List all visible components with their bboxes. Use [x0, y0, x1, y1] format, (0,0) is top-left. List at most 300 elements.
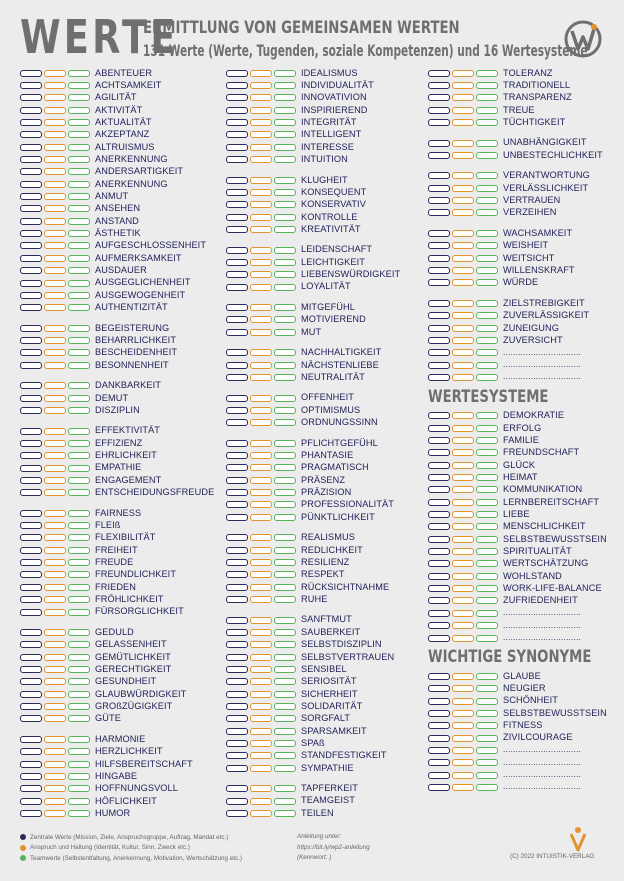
- core-value-checkbox[interactable]: [428, 499, 450, 506]
- team-value-checkbox[interactable]: [274, 284, 296, 291]
- attitude-value-checkbox[interactable]: [250, 82, 272, 89]
- core-value-checkbox[interactable]: [20, 571, 42, 578]
- attitude-value-checkbox[interactable]: [250, 316, 272, 323]
- team-value-checkbox[interactable]: [274, 752, 296, 759]
- team-value-checkbox[interactable]: [68, 641, 90, 648]
- core-value-checkbox[interactable]: [428, 362, 450, 369]
- attitude-value-checkbox[interactable]: [250, 144, 272, 151]
- attitude-value-checkbox[interactable]: [452, 337, 474, 344]
- team-value-checkbox[interactable]: [68, 428, 90, 435]
- team-value-checkbox[interactable]: [274, 395, 296, 402]
- core-value-checkbox[interactable]: [428, 185, 450, 192]
- team-value-checkbox[interactable]: [476, 673, 498, 680]
- attitude-value-checkbox[interactable]: [250, 189, 272, 196]
- attitude-value-checkbox[interactable]: [250, 641, 272, 648]
- team-value-checkbox[interactable]: [476, 300, 498, 307]
- core-value-checkbox[interactable]: [20, 477, 42, 484]
- team-value-checkbox[interactable]: [476, 242, 498, 249]
- core-value-checkbox[interactable]: [20, 465, 42, 472]
- core-value-checkbox[interactable]: [428, 140, 450, 147]
- core-value-checkbox[interactable]: [20, 292, 42, 299]
- core-value-checkbox[interactable]: [20, 785, 42, 792]
- attitude-value-checkbox[interactable]: [250, 70, 272, 77]
- core-value-checkbox[interactable]: [20, 678, 42, 685]
- team-value-checkbox[interactable]: [274, 156, 296, 163]
- attitude-value-checkbox[interactable]: [44, 547, 66, 554]
- attitude-value-checkbox[interactable]: [452, 349, 474, 356]
- team-value-checkbox[interactable]: [68, 440, 90, 447]
- core-value-checkbox[interactable]: [20, 119, 42, 126]
- core-value-checkbox[interactable]: [226, 82, 248, 89]
- core-value-checkbox[interactable]: [20, 362, 42, 369]
- attitude-value-checkbox[interactable]: [250, 547, 272, 554]
- team-value-checkbox[interactable]: [274, 177, 296, 184]
- team-value-checkbox[interactable]: [476, 784, 498, 791]
- core-value-checkbox[interactable]: [428, 698, 450, 705]
- attitude-value-checkbox[interactable]: [44, 629, 66, 636]
- team-value-checkbox[interactable]: [274, 740, 296, 747]
- attitude-value-checkbox[interactable]: [44, 255, 66, 262]
- core-value-checkbox[interactable]: [226, 119, 248, 126]
- attitude-value-checkbox[interactable]: [452, 362, 474, 369]
- attitude-value-checkbox[interactable]: [250, 728, 272, 735]
- team-value-checkbox[interactable]: [68, 522, 90, 529]
- core-value-checkbox[interactable]: [20, 810, 42, 817]
- attitude-value-checkbox[interactable]: [452, 255, 474, 262]
- core-value-checkbox[interactable]: [428, 635, 450, 642]
- attitude-value-checkbox[interactable]: [250, 798, 272, 805]
- attitude-value-checkbox[interactable]: [250, 765, 272, 772]
- team-value-checkbox[interactable]: [476, 279, 498, 286]
- team-value-checkbox[interactable]: [476, 710, 498, 717]
- core-value-checkbox[interactable]: [226, 464, 248, 471]
- core-value-checkbox[interactable]: [226, 559, 248, 566]
- team-value-checkbox[interactable]: [274, 514, 296, 521]
- team-value-checkbox[interactable]: [68, 337, 90, 344]
- attitude-value-checkbox[interactable]: [44, 337, 66, 344]
- attitude-value-checkbox[interactable]: [250, 131, 272, 138]
- core-value-checkbox[interactable]: [428, 197, 450, 204]
- core-value-checkbox[interactable]: [226, 534, 248, 541]
- team-value-checkbox[interactable]: [68, 798, 90, 805]
- team-value-checkbox[interactable]: [68, 547, 90, 554]
- team-value-checkbox[interactable]: [68, 785, 90, 792]
- attitude-value-checkbox[interactable]: [250, 740, 272, 747]
- team-value-checkbox[interactable]: [476, 685, 498, 692]
- team-value-checkbox[interactable]: [68, 70, 90, 77]
- core-value-checkbox[interactable]: [226, 70, 248, 77]
- team-value-checkbox[interactable]: [68, 119, 90, 126]
- core-value-checkbox[interactable]: [20, 736, 42, 743]
- attitude-value-checkbox[interactable]: [250, 654, 272, 661]
- team-value-checkbox[interactable]: [476, 362, 498, 369]
- core-value-checkbox[interactable]: [20, 407, 42, 414]
- core-value-checkbox[interactable]: [428, 573, 450, 580]
- core-value-checkbox[interactable]: [428, 107, 450, 114]
- core-value-checkbox[interactable]: [20, 489, 42, 496]
- core-value-checkbox[interactable]: [428, 673, 450, 680]
- team-value-checkbox[interactable]: [274, 691, 296, 698]
- attitude-value-checkbox[interactable]: [250, 703, 272, 710]
- team-value-checkbox[interactable]: [274, 629, 296, 636]
- core-value-checkbox[interactable]: [226, 374, 248, 381]
- core-value-checkbox[interactable]: [428, 255, 450, 262]
- team-value-checkbox[interactable]: [68, 489, 90, 496]
- attitude-value-checkbox[interactable]: [250, 226, 272, 233]
- attitude-value-checkbox[interactable]: [452, 759, 474, 766]
- attitude-value-checkbox[interactable]: [250, 534, 272, 541]
- core-value-checkbox[interactable]: [226, 629, 248, 636]
- core-value-checkbox[interactable]: [226, 156, 248, 163]
- team-value-checkbox[interactable]: [274, 349, 296, 356]
- core-value-checkbox[interactable]: [428, 437, 450, 444]
- team-value-checkbox[interactable]: [68, 629, 90, 636]
- team-value-checkbox[interactable]: [68, 571, 90, 578]
- team-value-checkbox[interactable]: [274, 362, 296, 369]
- attitude-value-checkbox[interactable]: [452, 119, 474, 126]
- team-value-checkbox[interactable]: [476, 573, 498, 580]
- team-value-checkbox[interactable]: [68, 736, 90, 743]
- attitude-value-checkbox[interactable]: [250, 107, 272, 114]
- core-value-checkbox[interactable]: [226, 177, 248, 184]
- attitude-value-checkbox[interactable]: [44, 82, 66, 89]
- team-value-checkbox[interactable]: [68, 395, 90, 402]
- attitude-value-checkbox[interactable]: [452, 230, 474, 237]
- attitude-value-checkbox[interactable]: [44, 534, 66, 541]
- core-value-checkbox[interactable]: [226, 547, 248, 554]
- attitude-value-checkbox[interactable]: [452, 523, 474, 530]
- team-value-checkbox[interactable]: [476, 337, 498, 344]
- core-value-checkbox[interactable]: [20, 304, 42, 311]
- team-value-checkbox[interactable]: [68, 584, 90, 591]
- core-value-checkbox[interactable]: [428, 610, 450, 617]
- team-value-checkbox[interactable]: [274, 329, 296, 336]
- attitude-value-checkbox[interactable]: [452, 267, 474, 274]
- core-value-checkbox[interactable]: [20, 596, 42, 603]
- core-value-checkbox[interactable]: [20, 440, 42, 447]
- team-value-checkbox[interactable]: [68, 230, 90, 237]
- core-value-checkbox[interactable]: [428, 374, 450, 381]
- core-value-checkbox[interactable]: [226, 477, 248, 484]
- attitude-value-checkbox[interactable]: [44, 761, 66, 768]
- attitude-value-checkbox[interactable]: [250, 214, 272, 221]
- team-value-checkbox[interactable]: [274, 374, 296, 381]
- core-value-checkbox[interactable]: [428, 486, 450, 493]
- attitude-value-checkbox[interactable]: [452, 486, 474, 493]
- team-value-checkbox[interactable]: [68, 325, 90, 332]
- team-value-checkbox[interactable]: [274, 489, 296, 496]
- team-value-checkbox[interactable]: [274, 617, 296, 624]
- attitude-value-checkbox[interactable]: [44, 678, 66, 685]
- attitude-value-checkbox[interactable]: [452, 635, 474, 642]
- core-value-checkbox[interactable]: [226, 691, 248, 698]
- core-value-checkbox[interactable]: [226, 94, 248, 101]
- team-value-checkbox[interactable]: [274, 316, 296, 323]
- core-value-checkbox[interactable]: [428, 82, 450, 89]
- attitude-value-checkbox[interactable]: [452, 449, 474, 456]
- attitude-value-checkbox[interactable]: [250, 156, 272, 163]
- attitude-value-checkbox[interactable]: [250, 362, 272, 369]
- attitude-value-checkbox[interactable]: [452, 698, 474, 705]
- attitude-value-checkbox[interactable]: [250, 514, 272, 521]
- attitude-value-checkbox[interactable]: [44, 748, 66, 755]
- attitude-value-checkbox[interactable]: [44, 407, 66, 414]
- team-value-checkbox[interactable]: [68, 205, 90, 212]
- team-value-checkbox[interactable]: [68, 362, 90, 369]
- core-value-checkbox[interactable]: [20, 242, 42, 249]
- attitude-value-checkbox[interactable]: [44, 349, 66, 356]
- team-value-checkbox[interactable]: [476, 185, 498, 192]
- team-value-checkbox[interactable]: [274, 144, 296, 151]
- core-value-checkbox[interactable]: [428, 548, 450, 555]
- core-value-checkbox[interactable]: [20, 131, 42, 138]
- core-value-checkbox[interactable]: [20, 337, 42, 344]
- attitude-value-checkbox[interactable]: [452, 279, 474, 286]
- team-value-checkbox[interactable]: [68, 242, 90, 249]
- attitude-value-checkbox[interactable]: [44, 489, 66, 496]
- attitude-value-checkbox[interactable]: [250, 395, 272, 402]
- team-value-checkbox[interactable]: [476, 610, 498, 617]
- core-value-checkbox[interactable]: [428, 511, 450, 518]
- attitude-value-checkbox[interactable]: [452, 722, 474, 729]
- attitude-value-checkbox[interactable]: [44, 428, 66, 435]
- team-value-checkbox[interactable]: [68, 292, 90, 299]
- attitude-value-checkbox[interactable]: [44, 584, 66, 591]
- attitude-value-checkbox[interactable]: [452, 499, 474, 506]
- core-value-checkbox[interactable]: [20, 107, 42, 114]
- core-value-checkbox[interactable]: [226, 785, 248, 792]
- team-value-checkbox[interactable]: [274, 571, 296, 578]
- attitude-value-checkbox[interactable]: [44, 641, 66, 648]
- team-value-checkbox[interactable]: [274, 131, 296, 138]
- core-value-checkbox[interactable]: [226, 131, 248, 138]
- attitude-value-checkbox[interactable]: [452, 140, 474, 147]
- team-value-checkbox[interactable]: [476, 172, 498, 179]
- core-value-checkbox[interactable]: [20, 715, 42, 722]
- attitude-value-checkbox[interactable]: [250, 715, 272, 722]
- attitude-value-checkbox[interactable]: [250, 810, 272, 817]
- attitude-value-checkbox[interactable]: [250, 94, 272, 101]
- core-value-checkbox[interactable]: [226, 407, 248, 414]
- team-value-checkbox[interactable]: [476, 197, 498, 204]
- team-value-checkbox[interactable]: [68, 267, 90, 274]
- team-value-checkbox[interactable]: [68, 534, 90, 541]
- core-value-checkbox[interactable]: [226, 584, 248, 591]
- core-value-checkbox[interactable]: [20, 395, 42, 402]
- attitude-value-checkbox[interactable]: [250, 407, 272, 414]
- core-value-checkbox[interactable]: [20, 205, 42, 212]
- core-value-checkbox[interactable]: [20, 280, 42, 287]
- attitude-value-checkbox[interactable]: [452, 374, 474, 381]
- core-value-checkbox[interactable]: [20, 691, 42, 698]
- core-value-checkbox[interactable]: [428, 560, 450, 567]
- team-value-checkbox[interactable]: [274, 534, 296, 541]
- attitude-value-checkbox[interactable]: [44, 477, 66, 484]
- core-value-checkbox[interactable]: [428, 735, 450, 742]
- core-value-checkbox[interactable]: [226, 514, 248, 521]
- attitude-value-checkbox[interactable]: [250, 477, 272, 484]
- core-value-checkbox[interactable]: [20, 547, 42, 554]
- attitude-value-checkbox[interactable]: [452, 597, 474, 604]
- team-value-checkbox[interactable]: [274, 214, 296, 221]
- core-value-checkbox[interactable]: [428, 172, 450, 179]
- team-value-checkbox[interactable]: [476, 70, 498, 77]
- team-value-checkbox[interactable]: [274, 201, 296, 208]
- core-value-checkbox[interactable]: [428, 449, 450, 456]
- attitude-value-checkbox[interactable]: [250, 247, 272, 254]
- team-value-checkbox[interactable]: [476, 536, 498, 543]
- attitude-value-checkbox[interactable]: [44, 382, 66, 389]
- team-value-checkbox[interactable]: [274, 407, 296, 414]
- instructions-link[interactable]: https://bit.ly/wp2-anleitung: [297, 843, 370, 851]
- team-value-checkbox[interactable]: [274, 559, 296, 566]
- core-value-checkbox[interactable]: [20, 255, 42, 262]
- team-value-checkbox[interactable]: [274, 810, 296, 817]
- core-value-checkbox[interactable]: [226, 226, 248, 233]
- core-value-checkbox[interactable]: [428, 784, 450, 791]
- core-value-checkbox[interactable]: [428, 722, 450, 729]
- team-value-checkbox[interactable]: [274, 678, 296, 685]
- core-value-checkbox[interactable]: [226, 489, 248, 496]
- attitude-value-checkbox[interactable]: [44, 703, 66, 710]
- core-value-checkbox[interactable]: [226, 728, 248, 735]
- attitude-value-checkbox[interactable]: [44, 510, 66, 517]
- core-value-checkbox[interactable]: [428, 772, 450, 779]
- core-value-checkbox[interactable]: [20, 748, 42, 755]
- team-value-checkbox[interactable]: [274, 226, 296, 233]
- attitude-value-checkbox[interactable]: [44, 131, 66, 138]
- attitude-value-checkbox[interactable]: [250, 489, 272, 496]
- attitude-value-checkbox[interactable]: [44, 362, 66, 369]
- attitude-value-checkbox[interactable]: [44, 596, 66, 603]
- attitude-value-checkbox[interactable]: [452, 312, 474, 319]
- attitude-value-checkbox[interactable]: [44, 691, 66, 698]
- team-value-checkbox[interactable]: [68, 144, 90, 151]
- team-value-checkbox[interactable]: [274, 119, 296, 126]
- core-value-checkbox[interactable]: [20, 559, 42, 566]
- attitude-value-checkbox[interactable]: [250, 349, 272, 356]
- team-value-checkbox[interactable]: [476, 209, 498, 216]
- team-value-checkbox[interactable]: [274, 452, 296, 459]
- attitude-value-checkbox[interactable]: [452, 685, 474, 692]
- attitude-value-checkbox[interactable]: [44, 181, 66, 188]
- attitude-value-checkbox[interactable]: [250, 259, 272, 266]
- team-value-checkbox[interactable]: [476, 255, 498, 262]
- attitude-value-checkbox[interactable]: [452, 747, 474, 754]
- attitude-value-checkbox[interactable]: [44, 715, 66, 722]
- attitude-value-checkbox[interactable]: [452, 536, 474, 543]
- core-value-checkbox[interactable]: [428, 759, 450, 766]
- team-value-checkbox[interactable]: [68, 452, 90, 459]
- team-value-checkbox[interactable]: [476, 462, 498, 469]
- team-value-checkbox[interactable]: [274, 703, 296, 710]
- team-value-checkbox[interactable]: [68, 131, 90, 138]
- core-value-checkbox[interactable]: [20, 218, 42, 225]
- team-value-checkbox[interactable]: [274, 82, 296, 89]
- team-value-checkbox[interactable]: [274, 271, 296, 278]
- team-value-checkbox[interactable]: [476, 747, 498, 754]
- team-value-checkbox[interactable]: [68, 349, 90, 356]
- team-value-checkbox[interactable]: [476, 499, 498, 506]
- team-value-checkbox[interactable]: [68, 703, 90, 710]
- attitude-value-checkbox[interactable]: [452, 197, 474, 204]
- team-value-checkbox[interactable]: [476, 349, 498, 356]
- attitude-value-checkbox[interactable]: [250, 691, 272, 698]
- core-value-checkbox[interactable]: [20, 584, 42, 591]
- team-value-checkbox[interactable]: [68, 748, 90, 755]
- core-value-checkbox[interactable]: [226, 201, 248, 208]
- team-value-checkbox[interactable]: [68, 691, 90, 698]
- attitude-value-checkbox[interactable]: [44, 465, 66, 472]
- team-value-checkbox[interactable]: [476, 772, 498, 779]
- attitude-value-checkbox[interactable]: [250, 584, 272, 591]
- core-value-checkbox[interactable]: [428, 209, 450, 216]
- team-value-checkbox[interactable]: [68, 678, 90, 685]
- core-value-checkbox[interactable]: [20, 703, 42, 710]
- core-value-checkbox[interactable]: [428, 685, 450, 692]
- attitude-value-checkbox[interactable]: [250, 119, 272, 126]
- team-value-checkbox[interactable]: [68, 218, 90, 225]
- core-value-checkbox[interactable]: [20, 773, 42, 780]
- attitude-value-checkbox[interactable]: [250, 752, 272, 759]
- attitude-value-checkbox[interactable]: [44, 559, 66, 566]
- attitude-value-checkbox[interactable]: [250, 501, 272, 508]
- attitude-value-checkbox[interactable]: [452, 437, 474, 444]
- attitude-value-checkbox[interactable]: [44, 193, 66, 200]
- team-value-checkbox[interactable]: [68, 304, 90, 311]
- team-value-checkbox[interactable]: [274, 304, 296, 311]
- attitude-value-checkbox[interactable]: [250, 284, 272, 291]
- team-value-checkbox[interactable]: [476, 325, 498, 332]
- core-value-checkbox[interactable]: [226, 715, 248, 722]
- team-value-checkbox[interactable]: [274, 247, 296, 254]
- core-value-checkbox[interactable]: [428, 94, 450, 101]
- core-value-checkbox[interactable]: [226, 271, 248, 278]
- core-value-checkbox[interactable]: [428, 312, 450, 319]
- attitude-value-checkbox[interactable]: [452, 325, 474, 332]
- team-value-checkbox[interactable]: [274, 584, 296, 591]
- core-value-checkbox[interactable]: [226, 107, 248, 114]
- team-value-checkbox[interactable]: [476, 597, 498, 604]
- attitude-value-checkbox[interactable]: [452, 185, 474, 192]
- attitude-value-checkbox[interactable]: [250, 304, 272, 311]
- attitude-value-checkbox[interactable]: [452, 710, 474, 717]
- team-value-checkbox[interactable]: [476, 267, 498, 274]
- core-value-checkbox[interactable]: [226, 596, 248, 603]
- core-value-checkbox[interactable]: [20, 609, 42, 616]
- core-value-checkbox[interactable]: [428, 70, 450, 77]
- core-value-checkbox[interactable]: [226, 362, 248, 369]
- core-value-checkbox[interactable]: [428, 300, 450, 307]
- team-value-checkbox[interactable]: [274, 501, 296, 508]
- team-value-checkbox[interactable]: [274, 654, 296, 661]
- core-value-checkbox[interactable]: [226, 214, 248, 221]
- team-value-checkbox[interactable]: [274, 728, 296, 735]
- core-value-checkbox[interactable]: [226, 678, 248, 685]
- attitude-value-checkbox[interactable]: [452, 511, 474, 518]
- team-value-checkbox[interactable]: [68, 82, 90, 89]
- core-value-checkbox[interactable]: [20, 181, 42, 188]
- core-value-checkbox[interactable]: [428, 585, 450, 592]
- core-value-checkbox[interactable]: [428, 230, 450, 237]
- team-value-checkbox[interactable]: [476, 560, 498, 567]
- team-value-checkbox[interactable]: [68, 761, 90, 768]
- team-value-checkbox[interactable]: [274, 477, 296, 484]
- core-value-checkbox[interactable]: [428, 337, 450, 344]
- team-value-checkbox[interactable]: [476, 312, 498, 319]
- core-value-checkbox[interactable]: [226, 617, 248, 624]
- core-value-checkbox[interactable]: [20, 94, 42, 101]
